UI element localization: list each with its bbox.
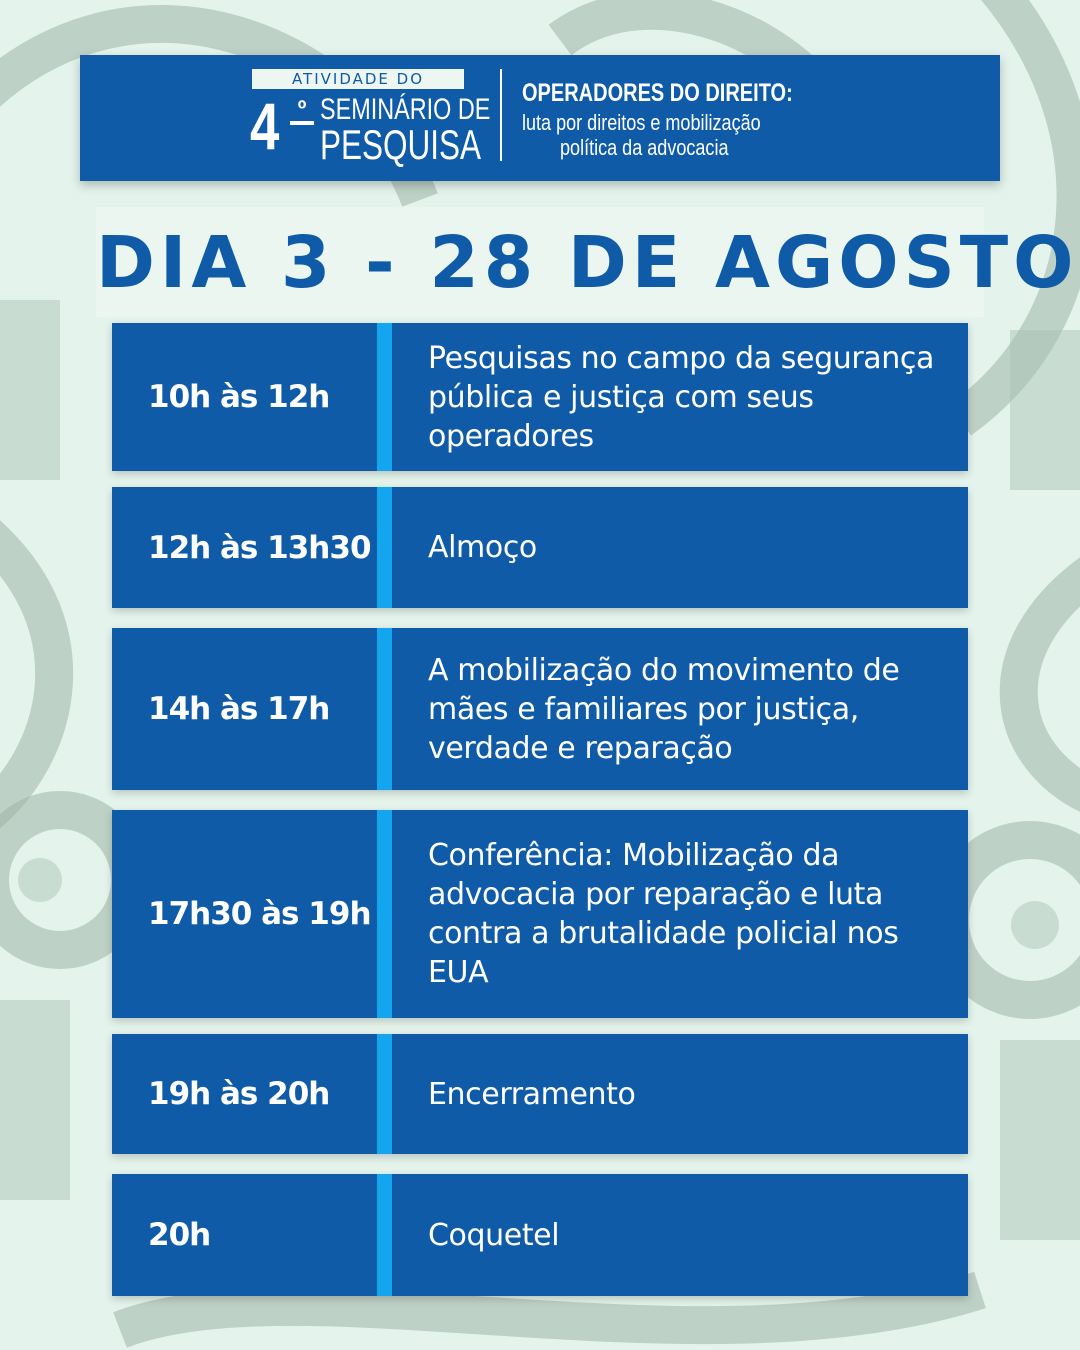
row-separator [377,628,392,790]
schedule-description: Coquetel [428,1217,560,1253]
schedule-row [112,323,968,471]
schedule-description: Pesquisas no campo da segurança pública e justiça com seus operadores [428,340,934,454]
theme-subtitle-line1: luta por direitos e mobilização [522,110,761,135]
row-separator [377,1034,392,1154]
schedule-description: Encerramento [428,1076,636,1112]
schedule-row [112,1174,968,1296]
edition-number: 4 [250,89,280,163]
day-banner [96,207,1079,317]
schedule-row [112,628,968,790]
row-separator [377,810,392,1018]
schedule-row [112,487,968,608]
day-title: DIA 3 - 28 DE AGOSTO [96,221,1079,304]
row-separator [377,487,392,608]
schedule-time: 17h30 às 19h [148,896,371,932]
schedule-time: 20h [148,1217,211,1253]
schedule-description: A mobilização do movimento de mães e familiares por justiça, verdade e reparação [428,652,900,766]
schedule-time: 10h às 12h [148,379,330,415]
header-divider [500,69,502,161]
theme-subtitle-line2: política da advocacia [560,135,729,160]
schedule-description: Almoço [428,530,537,565]
schedule-description: Conferência: Mobilização da advocacia por reparação e luta contra a brutalidade policial nos EUA [428,838,899,990]
seminar-title-line2: PESQUISA [320,121,482,168]
seminar-title-line1: SEMINÁRIO DE [320,93,491,126]
schedule-time: 19h às 20h [148,1076,330,1112]
row-separator [377,323,392,471]
activity-label: ATIVIDADE DO [252,69,464,89]
schedule-row [112,1034,968,1154]
schedule-row [112,810,968,1018]
row-separator [377,1174,392,1296]
edition-ordinal: º [290,99,314,125]
schedule-time: 14h às 17h [148,691,330,727]
header-banner [80,55,1000,181]
schedule-time: 12h às 13h30 [148,529,371,566]
theme-title: OPERADORES DO DIREITO: [522,79,793,107]
